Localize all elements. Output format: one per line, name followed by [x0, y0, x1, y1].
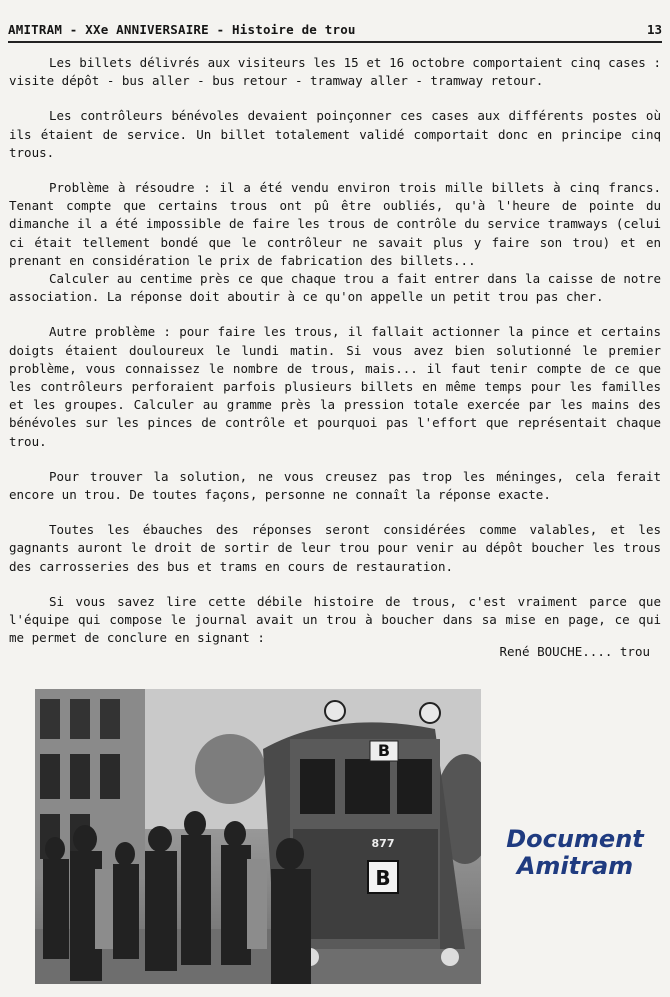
article-body — [9, 54, 661, 647]
caption-line-1: Document — [506, 825, 644, 853]
tram-route-letter: B — [377, 741, 391, 760]
page-header — [8, 22, 662, 43]
paragraph-problem-1: Problème à résoudre : il a été vendu environ trois mille billets à cinq francs. Tenant compte que certains trous ont pû être oubliés, qu'à l'heure de pointe du dimanche il a été impossible de faire les trous de contrôle du service tramways (celui ci était tellement bondé que le contrôleur ne savait plus y faire son trou) et en prenant en considération le prix de fabrication des billets... — [9, 180, 661, 268]
paragraph-calculate: Calculer au centime près ce que chaque trou a fait entrer dans la caisse de notre association. La réponse doit aboutir à ce qu'on appelle un petit trou pas cher. — [9, 271, 661, 305]
caption-line-2: Amitram — [516, 852, 634, 880]
paragraph-solution: Pour trouver la solution, ne vous creusez pas trop les méninges, cela ferait encore un trou. De toutes façons, personne ne connaît la réponse exacte. — [9, 468, 661, 503]
paragraph-conclusion: Si vous savez lire cette débile histoire de trous, c'est vraiment parce que l'équipe qui compose le journal avait un trou à boucher dans sa mise en page, ce qui me permet de conclure en signant : — [9, 593, 661, 646]
paragraph-tickets: Les billets délivrés aux visiteurs les 15 et 16 octobre comportaient cinq cases : visite dépôt - bus aller - bus retour - tramway aller - tramway retour. — [9, 55, 661, 89]
paragraph-problem-2: Autre problème : pour faire les trous, il fallait actionner la pince et certains doigts étaient douloureux le lundi matin. Si vous avez bien solutionné le premier problème, vous connaissez le nombre de trous, mais... il faut tenir compte de ce que les contrôleurs perforaient parfois plusieurs billets en même temps pour les familles et les groupes. Calculer au gramme près la pression totale exercée par les mains des bénévoles sur les pinces de contrôle et pourquoi pas l'effort que représentait chaque trou. — [9, 324, 661, 449]
signature: René BOUCHE.... trou — [499, 644, 650, 659]
tram-number: 877 — [371, 837, 395, 850]
paragraph-answers: Toutes les ébauches des réponses seront considérées comme valables, et les gagnants auront le droit de sortir de leur trou pour venir au dépôt boucher les trous des carrosseries des bus et trams en cours de restauration. — [9, 522, 661, 574]
paragraph-controllers: Les contrôleurs bénévoles devaient poinçonner ces cases aux différents postes où ils étaient de service. Un billet totalement validé comportait donc en principe cinq trous. — [9, 108, 661, 160]
header-title: AMITRAM - XXe ANNIVERSAIRE - Histoire de trou — [8, 22, 356, 37]
page-number: 13 — [646, 22, 662, 37]
tram-photo — [35, 689, 481, 984]
front-sign-letter: B — [375, 866, 391, 890]
photo-caption — [500, 826, 650, 880]
